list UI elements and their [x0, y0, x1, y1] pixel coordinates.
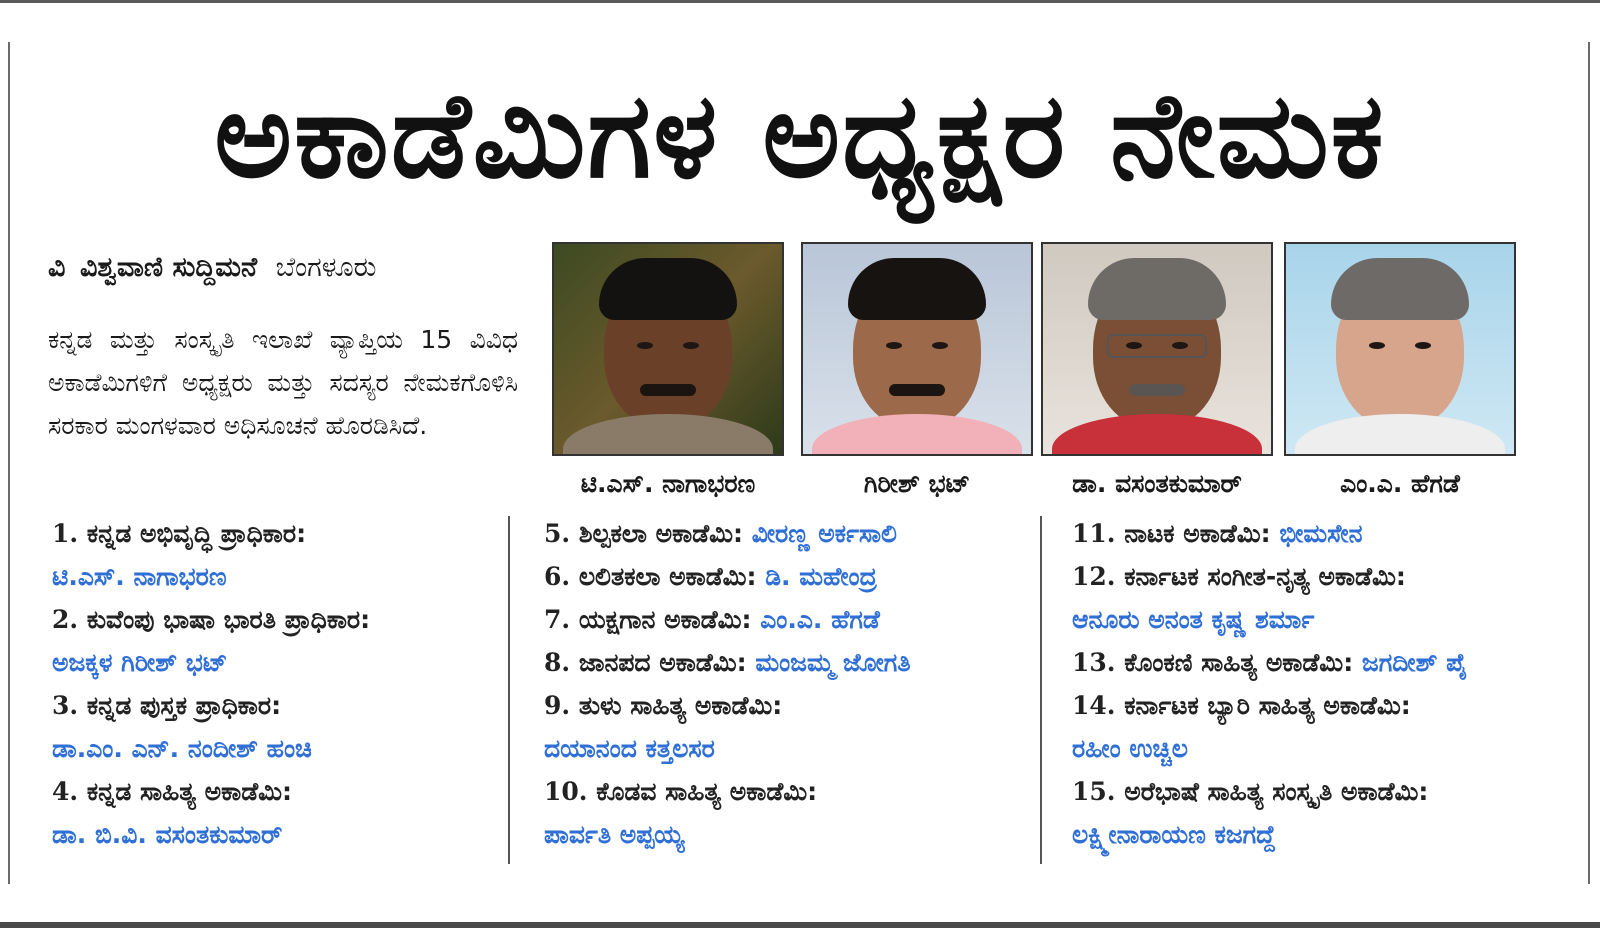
appointee-name: ದಯಾನಂದ ಕತ್ತಲಸರ	[544, 734, 715, 763]
academy-label: 5. ಶಿಲ್ಪಕಲಾ ಅಕಾಡೆಮಿ: ವೀರಣ್ಣ ಅರ್ಕಸಾಲಿ	[544, 519, 897, 548]
byline	[48, 248, 376, 288]
portrait-photo	[552, 242, 784, 456]
right-rule	[1588, 42, 1590, 884]
photo-caption: ಡಾ. ವಸಂತಕುಮಾರ್	[1072, 469, 1242, 498]
academy-label: 15. ಅರೆಭಾಷೆ ಸಾಹಿತ್ಯ ಸಂಸ್ಕೃತಿ ಅಕಾಡೆಮಿ:	[1072, 777, 1429, 806]
appointee-name: ರಹೀಂ ಉಚ್ಚಿಲ	[1072, 734, 1189, 763]
headline: ಅಕಾಡೆಮಿಗಳ ಅಧ್ಯಕ್ಷರ ನೇಮಕ	[214, 66, 1386, 204]
appointee-name: ಲಕ್ಷ್ಮೀನಾರಾಯಣ ಕಜಗದ್ದೆ	[1072, 820, 1276, 849]
academy-label: 9. ತುಳು ಸಾಹಿತ್ಯ ಅಕಾಡೆಮಿ:	[544, 691, 783, 720]
appointee-name: ಡಾ. ಬಿ.ವಿ. ವಸಂತಕುಮಾರ್	[52, 820, 283, 849]
top-rule	[0, 0, 1600, 3]
appointee-name: ಜಗದೀಶ್ ಪೈ	[1361, 648, 1468, 677]
academy-label: 6. ಲಲಿತಕಲಾ ಅಕಾಡೆಮಿ: ಡಿ. ಮಹೇಂದ್ರ	[544, 562, 877, 591]
portrait-photo	[1284, 242, 1516, 456]
academy-label: 13. ಕೊಂಕಣಿ ಸಾಹಿತ್ಯ ಅಕಾಡೆಮಿ: ಜಗದೀಶ್ ಪೈ	[1072, 648, 1468, 677]
photo-card-ma-hegde	[1284, 242, 1516, 504]
left-rule	[8, 42, 10, 884]
appointee-name: ಡಾ.ಎಂ. ಎನ್. ನಂದೀಶ್ ಹಂಚಿ	[52, 734, 312, 763]
appointee-name: ಡಿ. ಮಹೇಂದ್ರ	[765, 562, 877, 591]
academy-label: 4. ಕನ್ನಡ ಸಾಹಿತ್ಯ ಅಕಾಡೆಮಿ:	[52, 777, 293, 806]
photo-caption: ಗಿರೀಶ್ ಭಟ್	[863, 469, 971, 498]
academy-label: 1. ಕನ್ನಡ ಅಭಿವೃದ್ಧಿ ಪ್ರಾಧಿಕಾರ:	[52, 519, 307, 548]
appointments-column-1	[52, 512, 370, 856]
appointee-name: ಮಂಜಮ್ಮ ಜೋಗತಿ	[755, 648, 911, 677]
appointments-column-3	[1072, 512, 1467, 856]
bottom-rule	[0, 922, 1600, 928]
appointee-name: ಟಿ.ಎಸ್. ನಾಗಾಭರಣ	[52, 562, 227, 591]
photo-card-nagabharana	[552, 242, 784, 504]
photo-card-vasanthakumar	[1041, 242, 1273, 504]
byline-agency: ವಿಶ್ವವಾಣಿ ಸುದ್ದಿಮನೆ	[80, 252, 258, 283]
academy-label: 11. ನಾಟಕ ಅಕಾಡೆಮಿ: ಭೀಮಸೇನ	[1072, 519, 1363, 548]
academy-label: 3. ಕನ್ನಡ ಪುಸ್ತಕ ಪ್ರಾಧಿಕಾರ:	[52, 691, 282, 720]
academy-label: 7. ಯಕ್ಷಗಾನ ಅಕಾಡೆಮಿ: ಎಂ.ಎ. ಹೆಗಡೆ	[544, 605, 880, 634]
academy-label: 8. ಜಾನಪದ ಅಕಾಡೆಮಿ: ಮಂಜಮ್ಮ ಜೋಗತಿ	[544, 648, 911, 677]
appointee-name: ಅಜಕ್ಕಳ ಗಿರೀಶ್ ಭಟ್	[52, 648, 228, 677]
byline-place: ಬೆಂಗಳೂರು	[275, 252, 377, 283]
column-divider	[1040, 516, 1042, 864]
appointee-name: ಆನೂರು ಅನಂತ ಕೃಷ್ಣ ಶರ್ಮಾ	[1072, 605, 1315, 634]
appointments-column-2	[544, 512, 911, 856]
academy-label: 14. ಕರ್ನಾಟಕ ಬ್ಯಾರಿ ಸಾಹಿತ್ಯ ಅಕಾಡೆಮಿ:	[1072, 691, 1411, 720]
portrait-photo	[801, 242, 1033, 456]
photo-caption: ಟಿ.ಎಸ್. ನಾಗಾಭರಣ	[580, 469, 756, 498]
photo-card-girish-bhat	[801, 242, 1033, 504]
portrait-photo	[1041, 242, 1273, 456]
vishwavani-logo: ವಿ	[48, 252, 66, 283]
academy-label: 10. ಕೊಡವ ಸಾಹಿತ್ಯ ಅಕಾಡೆಮಿ:	[544, 777, 818, 806]
photo-caption: ಎಂ.ಎ. ಹೆಗಡೆ	[1340, 469, 1460, 498]
academy-label: 2. ಕುವೆಂಪು ಭಾಷಾ ಭಾರತಿ ಪ್ರಾಧಿಕಾರ:	[52, 605, 371, 634]
appointee-name: ಎಂ.ಎ. ಹೆಗಡೆ	[760, 605, 880, 634]
lead-paragraph: ಕನ್ನಡ ಮತ್ತು ಸಂಸ್ಕೃತಿ ಇಲಾಖೆ ವ್ಯಾಪ್ತಿಯ 15 ವಿವಿಧ ಅಕಾಡೆಮಿಗಳಿಗೆ ಅಧ್ಯಕ್ಷರು ಮತ್ತು ಸದಸ್ಯರ ನೇಮಕಗೊಳಿಸಿ ಸರಕಾರ ಮಂಗಳವಾರ ಅಧಿಸೂಚನೆ ಹೊರಡಿಸಿದೆ.	[48, 325, 518, 440]
column-divider	[508, 516, 510, 864]
academy-label: 12. ಕರ್ನಾಟಕ ಸಂಗೀತ-ನೃತ್ಯ ಅಕಾಡೆಮಿ:	[1072, 562, 1406, 591]
appointee-name: ವೀರಣ್ಣ ಅರ್ಕಸಾಲಿ	[751, 519, 897, 548]
appointee-name: ಪಾರ್ವತಿ ಅಪ್ಪಯ್ಯ	[544, 820, 685, 849]
appointee-name: ಭೀಮಸೇನ	[1279, 519, 1363, 548]
